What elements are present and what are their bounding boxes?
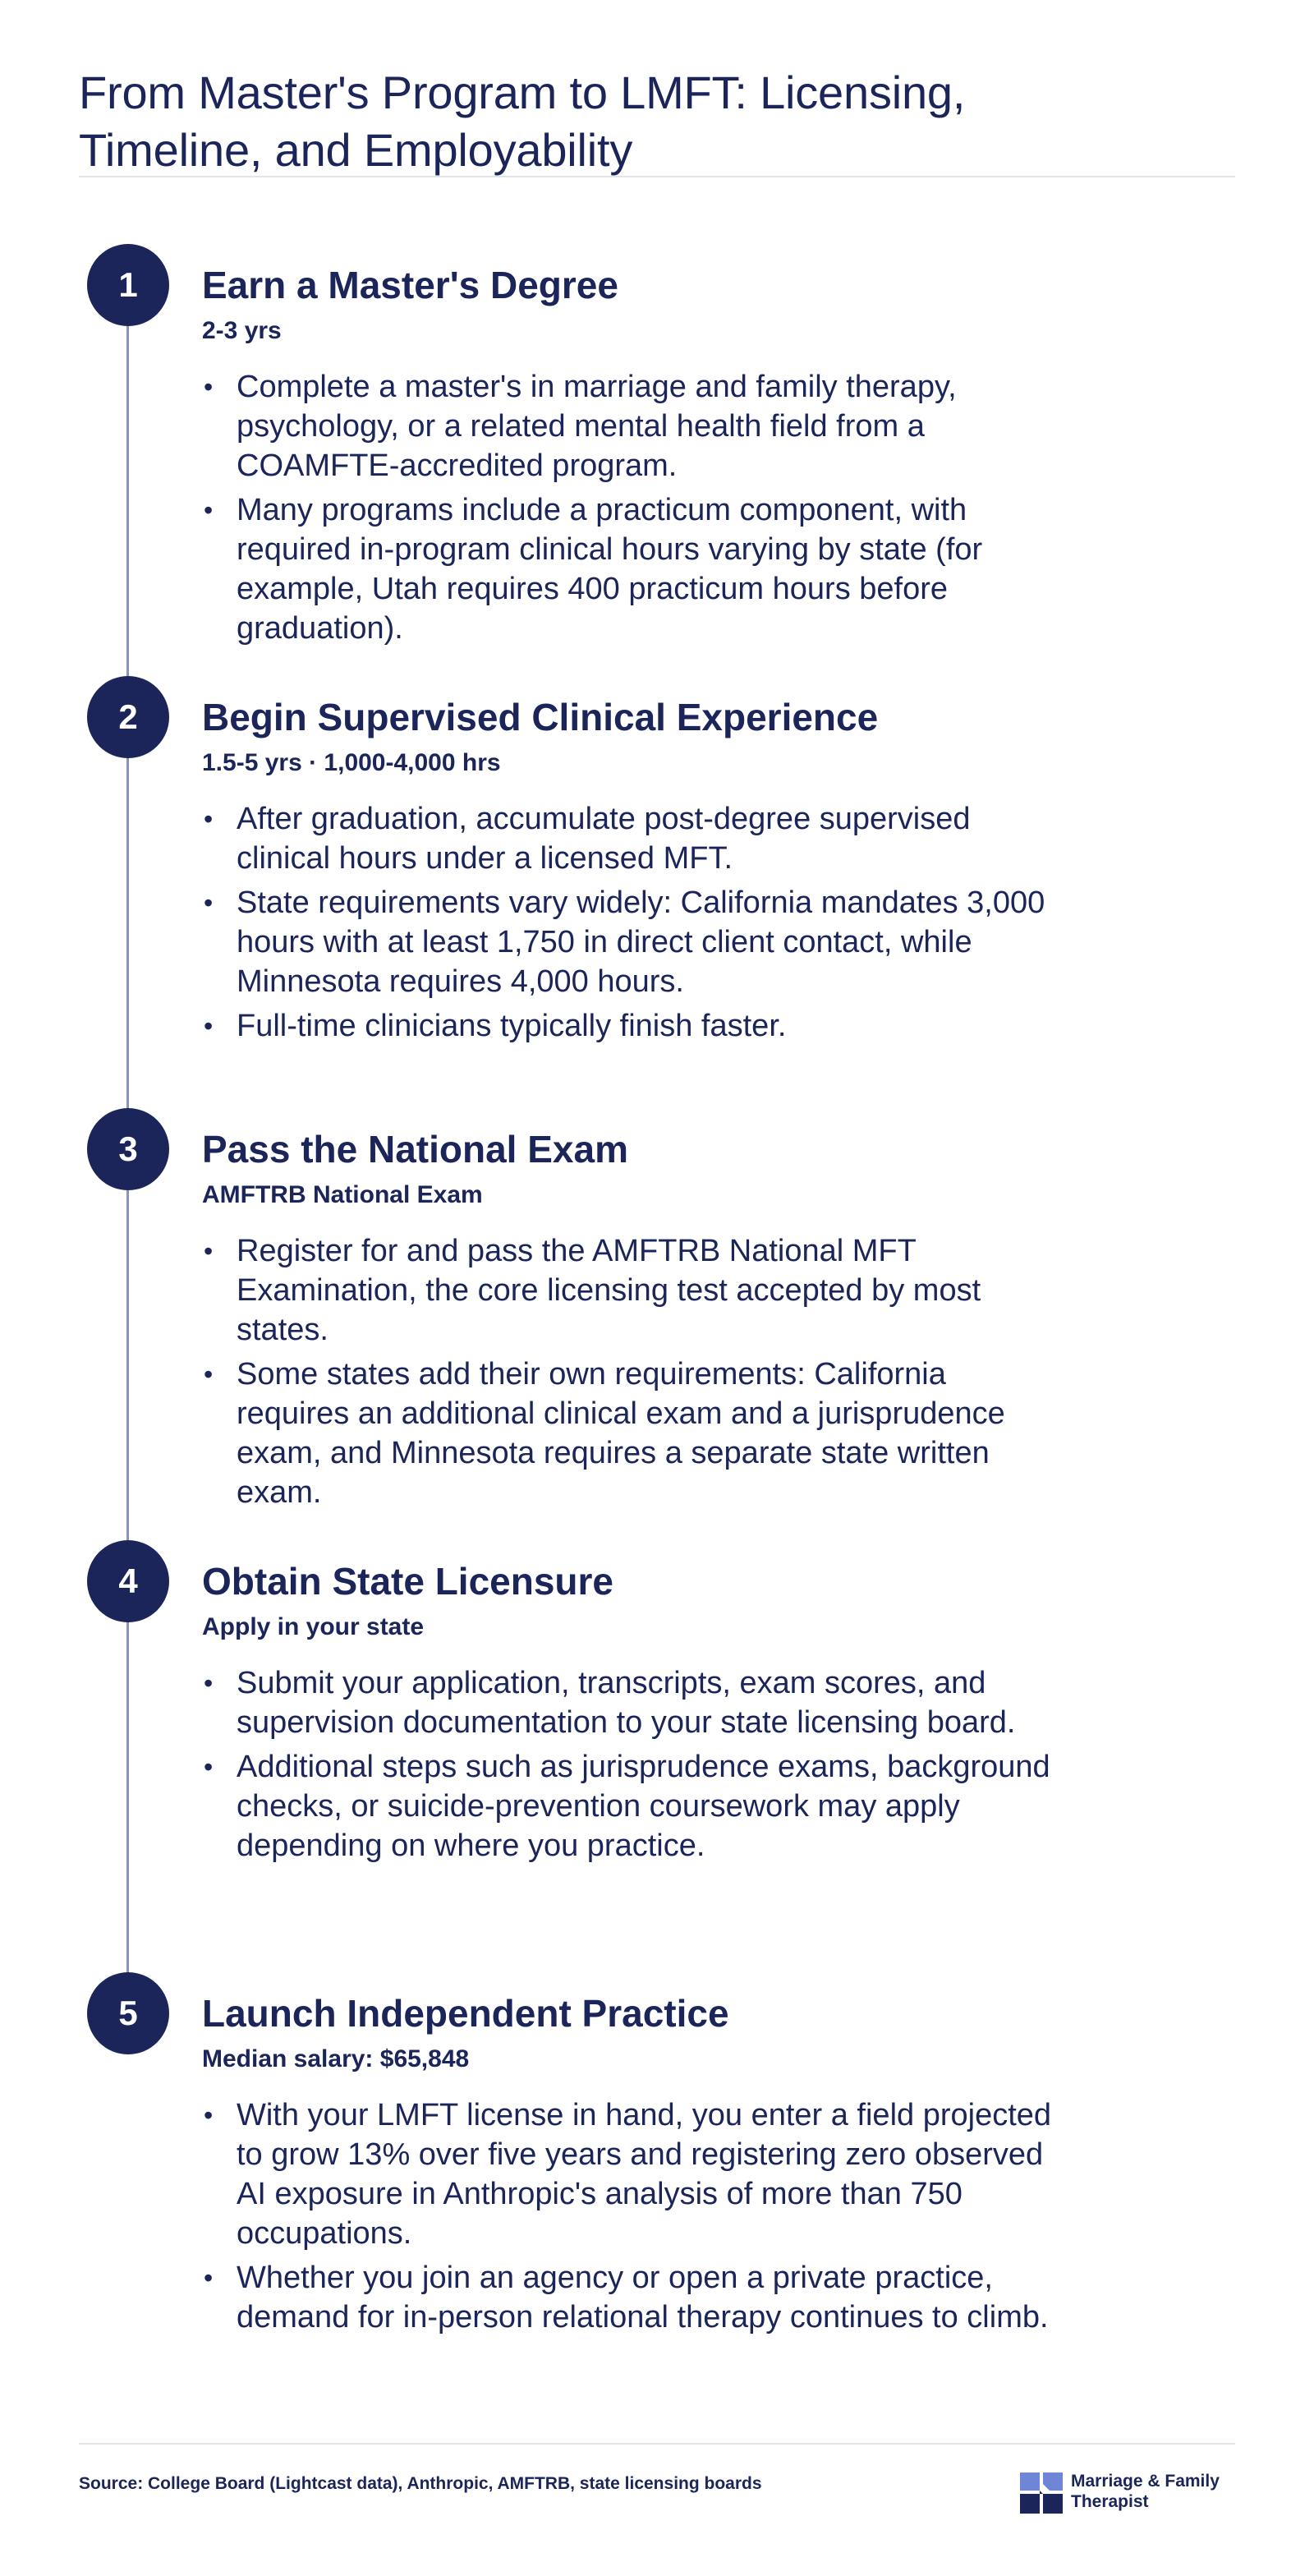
step-salary: Median salary: $65,848 — [202, 2045, 470, 2072]
step-number-marker: 3 — [87, 1108, 169, 1190]
step-duration: 1.5-5 yrs · 1,000-4,000 hrs — [202, 749, 501, 776]
list-item: • With your LMFT license in hand, you enter a field projected to grow 13% over five years and registering zero observed AI exposure in Anthropic's analysis of more than 750 occupations. — [202, 2095, 1056, 2253]
header-divider — [79, 176, 1235, 177]
list-item: • Many programs include a practicum component, with required in-program clinical hours varying by state (for example, Utah requires 400 practicum hours before graduation). — [202, 490, 1056, 648]
brand-name-line-2: Therapist — [1071, 2492, 1149, 2511]
list-item: • Whether you join an agency or open a private practice, demand for in-person relational therapy continues to climb. — [202, 2258, 1056, 2337]
step-subtitle: Apply in your state — [202, 1613, 425, 1640]
step-exam: AMFTRB National Exam — [202, 1181, 483, 1208]
brand-logo-icon — [1020, 2472, 1063, 2514]
list-item: • After graduation, accumulate post-degree supervised clinical hours under a licensed MFT. — [202, 799, 1056, 878]
page-title: From Master's Program to LMFT: Licensing, Timeline, and Employability — [79, 66, 966, 176]
step-bullet-list — [202, 367, 1056, 653]
footer-divider — [79, 2443, 1235, 2445]
source-note: Source: College Board (Lightcast data), Anthropic, AMFTRB, state licensing boards — [79, 2474, 762, 2493]
list-item: • Additional steps such as jurisprudence exams, background checks, or suicide-prevention coursework may apply depending on where you practice. — [202, 1747, 1056, 1865]
brand-lockup — [1020, 2469, 1235, 2515]
step-title: Launch Independent Practice — [202, 1992, 729, 2035]
step-bullet-list — [202, 1663, 1056, 1870]
brand-name — [1071, 2471, 1235, 2512]
step-title: Pass the National Exam — [202, 1128, 628, 1171]
list-item: • Some states add their own requirements: California requires an additional clinical exam and a jurisprudence exam, and Minnesota requires a separate state written exam. — [202, 1355, 1056, 1512]
step-duration: 2-3 yrs — [202, 317, 282, 344]
brand-name-line-1: Marriage & Family — [1071, 2472, 1220, 2491]
step-title: Begin Supervised Clinical Experience — [202, 696, 879, 738]
step-number-marker: 1 — [87, 244, 169, 326]
page — [79, 0, 1235, 2576]
list-item: • Submit your application, transcripts, exam scores, and supervision documentation to your state licensing board. — [202, 1663, 1056, 1742]
step-title: Obtain State Licensure — [202, 1560, 614, 1603]
step-number-marker: 5 — [87, 1972, 169, 2054]
step-number-marker: 2 — [87, 676, 169, 758]
step-bullet-list — [202, 799, 1056, 1051]
list-item: • Register for and pass the AMFTRB National MFT Examination, the core licensing test accepted by most states. — [202, 1231, 1056, 1350]
step-bullet-list — [202, 2095, 1056, 2342]
step-number-marker: 4 — [87, 1540, 169, 1622]
list-item: • Full-time clinicians typically finish faster. — [202, 1006, 1056, 1046]
list-item: • Complete a master's in marriage and family therapy, psychology, or a related mental health field from a COAMFTE-accredited program. — [202, 367, 1056, 485]
step-title: Earn a Master's Degree — [202, 264, 618, 306]
list-item: • State requirements vary widely: California mandates 3,000 hours with at least 1,750 in direct client contact, while Minnesota requires 4,000 hours. — [202, 883, 1056, 1001]
step-bullet-list — [202, 1231, 1056, 1517]
